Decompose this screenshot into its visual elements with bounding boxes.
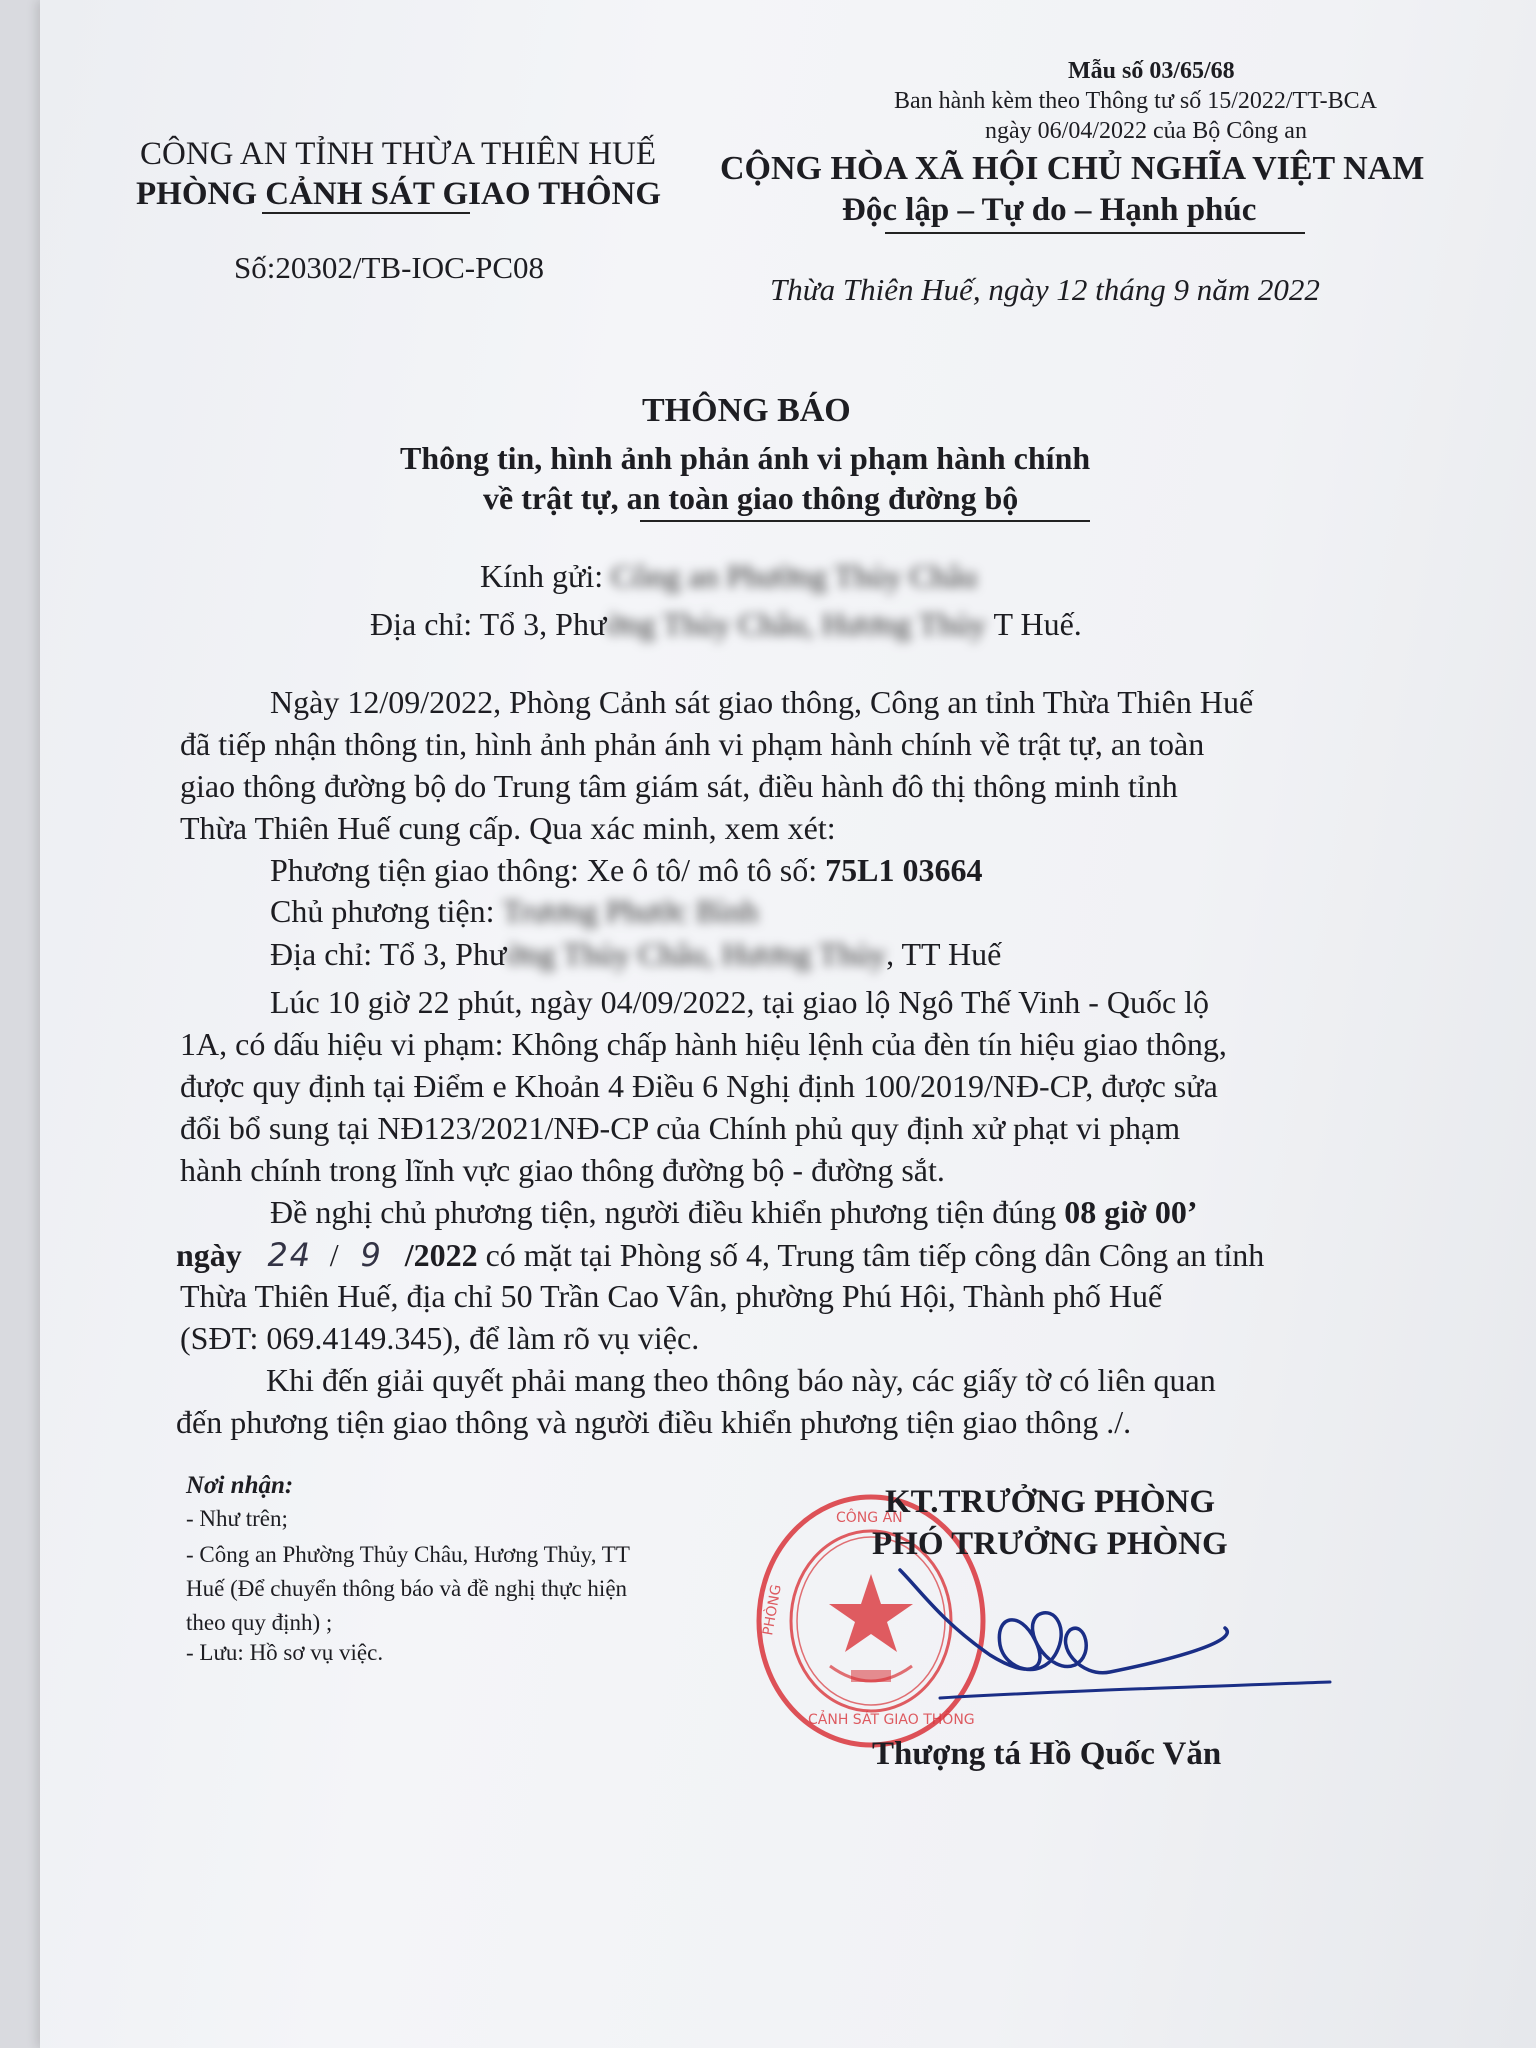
recipients-item: - Lưu: Hồ sơ vụ việc.	[186, 1640, 384, 1665]
signer-role-1: KT.TRƯỞNG PHÒNG	[885, 1484, 1215, 1520]
national-motto: Độc lập – Tự do – Hạnh phúc	[842, 192, 1257, 228]
body-text: Lúc 10 giờ 22 phút, ngày 04/09/2022, tại giao lộ Ngô Thế Vinh - Quốc lộ	[270, 984, 1210, 1020]
recipient-label: Kính gửi:	[480, 558, 604, 594]
document-number: Số:20302/TB-IOC-PC08	[234, 250, 545, 285]
handwritten-month: 9	[360, 1236, 383, 1274]
document-subtitle-2: về trật tự, an toàn giao thông đường bộ	[483, 480, 1019, 516]
vehicle-line	[270, 852, 982, 889]
body-text: Ngày 12/09/2022, Phòng Cảnh sát giao thông, Công an tỉnh Thừa Thiên Huế	[270, 684, 1254, 720]
body-text: giao thông đường bộ do Trung tâm giám sát, điều hành đô thị thông minh tỉnh	[180, 768, 1178, 804]
title-underline	[640, 520, 1090, 522]
owner-address-end: , TT Huế	[886, 936, 1002, 972]
svg-text:PHÒNG: PHÒNG	[760, 1583, 785, 1637]
signer-role-2: PHÓ TRƯỞNG PHÒNG	[872, 1526, 1228, 1562]
form-issued-with: Ban hành kèm theo Thông tư số 15/2022/TT-BCA	[894, 88, 1377, 114]
vehicle-plate: 75L1 03664	[825, 852, 983, 888]
recipients-title: Nơi nhận:	[186, 1472, 294, 1499]
recipient-address-label: Địa chỉ: Tổ 3, Phư	[370, 606, 607, 642]
motto-underline	[885, 232, 1305, 234]
national-title: CỘNG HÒA XÃ HỘI CHỦ NGHĨA VIỆT NAM	[720, 150, 1425, 187]
appointment-year: /2022	[404, 1237, 478, 1273]
body-text: hành chính trong lĩnh vực giao thông đường bộ - đường sắt.	[180, 1152, 945, 1188]
recipient-redacted: Công an Phường Thủy Châu	[611, 558, 978, 594]
body-text: (SĐT: 069.4149.345), để làm rõ vụ việc.	[180, 1320, 700, 1356]
body-text: được quy định tại Điểm e Khoản 4 Điều 6 Nghị định 100/2019/NĐ-CP, được sửa	[180, 1068, 1218, 1104]
agency-underline	[262, 212, 470, 214]
body-text: đổi bổ sung tại NĐ123/2021/NĐ-CP của Chính phủ quy định xử phạt vi phạm	[180, 1110, 1181, 1146]
svg-text:CẢNH SÁT GIAO THÔNG: CẢNH SÁT GIAO THÔNG	[808, 1712, 975, 1728]
recipients-item: theo quy định) ;	[186, 1610, 333, 1635]
appointment-date-label: ngày	[176, 1237, 250, 1273]
svg-text:CÔNG AN: CÔNG AN	[836, 1510, 903, 1526]
owner-redacted: Trương Phước Bình	[502, 893, 759, 929]
recipients-item: - Như trên;	[186, 1506, 288, 1531]
recipient-address-line	[370, 606, 1082, 643]
appointment-line	[270, 1194, 1198, 1231]
body-text: Thừa Thiên Huế cung cấp. Qua xác minh, xem xét:	[180, 810, 836, 846]
recipients-item: - Công an Phường Thủy Châu, Hương Thủy, TT	[186, 1542, 630, 1567]
owner-label: Chủ phương tiện:	[270, 893, 503, 929]
body-text: đến phương tiện giao thông và người điều khiển phương tiện giao thông ./.	[176, 1404, 1132, 1440]
recipients-item: Huế (Để chuyển thông báo và đề nghị thực hiện	[186, 1576, 628, 1601]
handwritten-day: 24	[267, 1236, 313, 1274]
appointment-time: 08 giờ 00’	[1064, 1194, 1198, 1230]
body-text: đã tiếp nhận thông tin, hình ảnh phản ánh vi phạm hành chính về trật tự, an toàn	[180, 726, 1205, 762]
place-date: Thừa Thiên Huế, ngày 12 tháng 9 năm 2022	[770, 272, 1320, 307]
document-subtitle-1: Thông tin, hình ảnh phản ánh vi phạm hành chính	[400, 440, 1091, 476]
body-text: 1A, có dấu hiệu vi phạm: Không chấp hành hiệu lệnh của đèn tín hiệu giao thông,	[180, 1026, 1227, 1062]
document-title: THÔNG BÁO	[642, 392, 851, 429]
recipient-line	[480, 558, 977, 595]
agency-unit: PHÒNG CẢNH SÁT GIAO THÔNG	[136, 176, 662, 212]
appointment-date-line: ngày 24 / 9 /2022 có mặt tại Phòng số 4, Trung tâm tiếp công dân Công an tỉnh	[176, 1236, 1265, 1274]
owner-address-line	[270, 936, 1001, 973]
appointment-text: Đề nghị chủ phương tiện, người điều khiển phương tiện đúng	[270, 1194, 1065, 1230]
agency-parent: CÔNG AN TỈNH THỪA THIÊN HUẾ	[140, 136, 657, 172]
body-text: Thừa Thiên Huế, địa chỉ 50 Trần Cao Vân, phường Phú Hội, Thành phố Huế	[180, 1278, 1163, 1314]
body-text: Khi đến giải quyết phải mang theo thông báo này, các giấy tờ có liên quan	[266, 1362, 1216, 1398]
recipient-address-end: T Huế.	[993, 606, 1082, 642]
form-number: Mẫu số 03/65/68	[1068, 58, 1235, 84]
recipient-address-redacted: ờng Thủy Châu, Hương Thủy	[606, 606, 987, 642]
form-issue-date: ngày 06/04/2022 của Bộ Công an	[985, 118, 1307, 144]
signer-name: Thượng tá Hồ Quốc Văn	[872, 1736, 1222, 1772]
owner-address-redacted: ờng Thủy Châu, Hương Thủy	[506, 936, 887, 972]
handwritten-signature	[880, 1560, 1340, 1720]
appointment-place: có mặt tại Phòng số 4, Trung tâm tiếp công dân Công an tỉnh	[477, 1237, 1265, 1273]
vehicle-label: Phương tiện giao thông: Xe ô tô/ mô tô số:	[270, 852, 826, 888]
owner-address-label: Địa chỉ: Tổ 3, Phư	[270, 936, 507, 972]
owner-line	[270, 893, 758, 930]
